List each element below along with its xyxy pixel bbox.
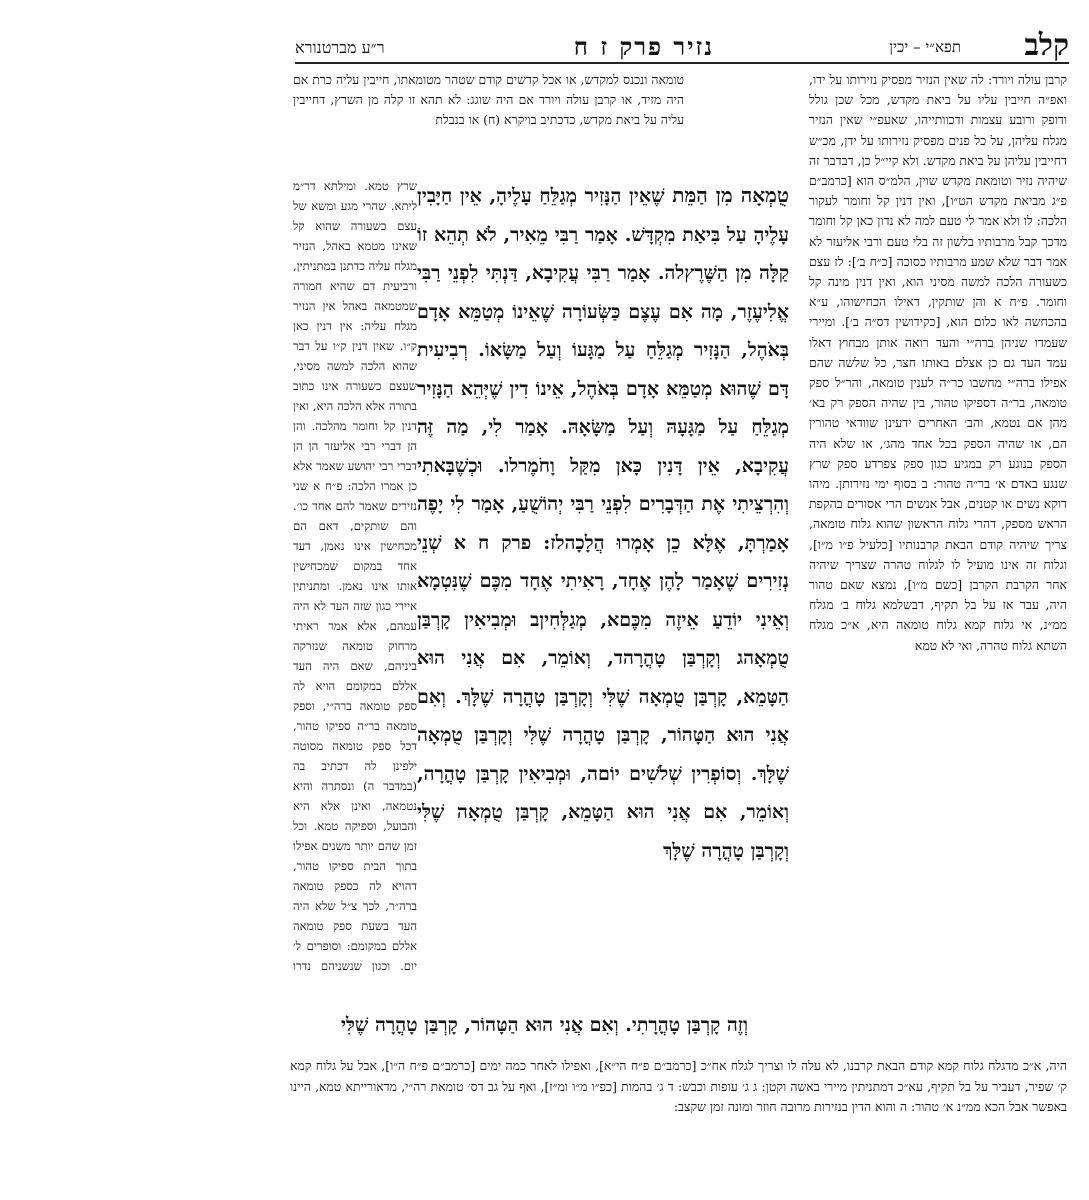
commentary-text: טומאה ונכנס למקדש, או אכל קדשים קודם שטהר מטומאתו, חייבין עליה כרת אם היה מזיד, או קרבן עולה ויורד אם היה שוגג: לא תהא זו קלה מן השרץ, דחייבין עליה על ביאת מקדש, כדכתיב בויקרא (ח) או בנבלת (293, 72, 684, 128)
bartenura-commentary (293, 176, 417, 976)
header-divider (295, 62, 1069, 64)
page-header (295, 28, 1069, 62)
mishnah-text-column (417, 176, 789, 1014)
tiferet-yisrael-commentary (809, 70, 1067, 905)
mishnah-lead-words: טֻמְאָה מִן הַמֵּת (672, 183, 789, 207)
bottom-commentary (290, 1056, 1067, 1166)
header-range: תפא״י – יכין (889, 38, 961, 56)
mishnah-final-line: וְזֶה קָרְבַּן טָהֳרָתִי. וְאִם אֲנִי הוּא הַטָּהוֹר, קָרְבַּן טָהֳרָה שֶׁלִּי (341, 1014, 748, 1036)
commentary-text: קרבן עולה ויורד: לה שאין הנזיר מפסיק נזירותו על ידו, ואפ״ה חייבין עליו על ביאת מקדש, מכל שכן גולל ודופק ורובע עצמות ודכוותייהו, שאעפ״י שאין הנזיר מגלח עליהן, על כל פנים מפסיק נזירותו על ידן, מכ״ש דחייבין עליהן על ביאת מקדש. ולא קיי״ל כן, דבדבר זה שיהיה נזיר וטומאת מקדש שוין, הלמ״ס הוא [כרמב״ם פ״ג מביאת מקדש הט״ו], ואין דנין קל וחומר לעקור הלכה: לו ולא אמר לי טעם למה לא נדון כאן קל וחומר מדכך קבל מרבותיו בלשון זה בלי טעם ורבי אליעזר לא אמר דבר שלא שמע מרבותיו כסוכה [כ״ח ב׳]: לז עצם כשעורה הלכה למשה מסיני הוא, ואין דנין מינה קל וחומר. פ״ח א והן שותקין, דאילו הכחישוהו, ע״א בהכחשה לאו כלום הוא, [כקידושין דס״ה ב׳]. ומיירי שעמדו שניהן ברה״י והעד רואה אותן מבחוץ דאלו עמד העד גם כן אצלם באותו חצר, כל שלשה שהם אפילו ברה״י מחשבו כר״ה לענין טומאה, והר״ל ספק טומאה, בר״ה דספיקו טהור, בין שהיה הספק רק בא׳ מהן אם נטמא, והב׳ האחרים ידעינן שוודאי טהורין הם, או שהיה הספק בכל אחד מהג׳, או שלא היה הספק בנוגע רק במגיע כגון ספק צפרדע ספק שרץ שנגע באדם א׳ בר״ה טהור: ב בסוף ימי נזירותן. מיהו דוקא נשים או קטנים, אבל אנשים הרי אסורים בהקפת הראש מספק, דהרי גלוח הראשון שהוא גלוח טומאה, צריך שיהיה קודם הבאת קרבנותיו [כלעיל פ״ו מ״ו], וגלוח זה אינו מועיל לו לגלוח טהרה שצריך שיהיה אחר הקרבת הקרבן [כשם מ״ו], נמצא שאם טהור היה, עבר אז על בל תקיף, דבשלמא גלוח ב׳ מגלח ממ״נ, אי גלוח קמא גלוח טומאה היא, א״כ מגלח השתא גלוח טהרה, ואי לא טמא (809, 72, 1067, 653)
commentary-name: ר״ע מברטנורא (295, 38, 385, 57)
commentary-text: שרץ טמא. ומילתא דר״מ ליתא. שהרי מגע ומשא של עצם כשעורה שהוא קל שאינו מטמא באהל, הנזיר מגלח עליה כדתנן במתניתין, ורביעית דם שהיא חמורה שמטמאה באהל אין הנזיר מגלח עליה: אין דנין כאן ק״ו. שאין דנין ק״ו על דבר שהוא הלכה למשה מסיני, שעצם כשעורה אינו כתוב בתורה אלא הלכה היא, ואין דנין קל וחומר מהלכה. והן הן דברי רבי אליעזר הן הן דברי רבי יהושע שאמר אלא כן אמרו הלכה: פ״ח א שני נזירים שאמר להם אחד כו׳. והם שותקים, דאם הם מכחישין אינו נאמן, דעד אחד במקום שמכחישין אותו אינו נאמן. ומתניתין איירי כגון שזה העד לא היה עמהם, אלא אמר ראיתי מרחוק טומאה שנזרקה ביניהם, שאם היה העד אללם במקומם הויא לה ספק טומאה ברה״י, וספק טומאה בר״ה ספיקו טהור, דכל ספק טומאה מסוטה ילפינן לה דכתיב בה (במדבר ה) ונסתרה והיא נטמאה, ואינן אלא היא והבועל, וספיקה טמא. וכל זמן שהם יותר משנים אפילו בתוך הבית ספיקו טהור, דהויא לה כספק טומאה ברה״ר, לכך צ״ל שלא היה העד בשעת ספק טומאה אללם במקומם: וסופרים ל׳ יום. וכגון שנשניהם נדרו (293, 179, 417, 973)
tractate-title: נזיר פרק ז ח (573, 32, 714, 61)
commentary-text: היה, א״כ מדגלח גלוח קמא קודם הבאת קרבנו, לא עלה לו וצריך לגלח אח״כ [כרמב״ם פ״ח הי״א], ואפילו לאחר כמה ימים [כרמב״ם פ״ח ה״ו], אבל על גלוח קמא ק׳ שפיר, דעביר על בל תקיף, עא״כ דמתניתין מיירי באשה וקטן: ג ג׳ עופות וכבש: ד ג׳ בהמות [כפ״ו מ״ו ומ״ז], ואף על גב דס׳ טומאת רה״י, מדאורייתא טמא, היינו באפשר אבל הכא ממ״נ א׳ טהור: ה והוא הדין בנזירות מרובה חוזר ומונה זמן שקצב: (290, 1058, 1067, 1114)
page-number: קלב (1024, 28, 1069, 63)
bartenura-commentary-top (293, 70, 684, 190)
mishnah-text: שֶׁאֵין הַנָּזִיר מְגַלֵּחַ עָלֶיהָ, אֵין חַיָּבִין עָלֶיהָ עַל בִּיאַת מִקְדָּשׁ. אָמַר רַבִּי מֵאִיר, לֹא תְהֵא זוֹ קַלָּה מִן הַשֶּׁרֶץלה. אָמַר רַבִּי עֲקִיבָא, דַּנְתִּי לִפְנֵי רַבִּי אֱלִיעֶזֶר, מָה אִם עֶצֶם כַּשְּׂעוֹרָה שֶׁאֵינוֹ מְטַמֵּא אָדָם בְּאֹהֶל, הַנָּזִיר מְגַלֵּחַ עַל מַגָּעוֹ וְעַל מַשָּׂאוֹ. רְבִיעִית דָּם שֶׁהוּא מְטַמֵּא אָדָם בְּאֹהֶל, אֵינוֹ דִין שֶׁיְּהֵא הַנָּזִיר מְגַלֵּחַ עַל מַגָּעָהּ וְעַל מַשָּׂאָהּ. אָמַר לִי, מַה זֶּה עֲקִיבָא, אֵין דָּנִין כָּאן מִקַּל וָחֹמֶרלו. וּכְשֶׁבָּאתִי וְהִרְצֵיתִי אֶת הַדְּבָרִים לִפְנֵי רַבִּי יְהוֹשֻׁעַ, אָמַר לִי יָפֶה אָמַרְתָּ, אֶלָּא כֵן אָמְרוּ הֲלָכָהלז: פרק ח א שְׁנֵי נְזִירִים שֶׁאָמַר לָהֶן אֶחָד, רָאִיתִי אֶחָד מִכֶּם שֶׁנִּטְמָא וְאֵינִי יוֹדֵעַ אֵיזֶה מִכֶּםא, מְגַלְּחִיןב וּמְבִיאִין קָרְבַּן טֻמְאָהג וְקָרְבַּן טָהֳרָהד, וְאוֹמֵר, אִם אֲנִי הוּא הַטָּמֵא, קָרְבַּן טֻמְאָה שֶׁלִּי וְקָרְבַּן טָהֳרָה שֶׁלָּךְ. וְאִם אֲנִי הוּא הַטָּהוֹר, קָרְבַּן טָהֳרָה שֶׁלִּי וְקָרְבַּן טֻמְאָה שֶׁלָּךְ. וְסוֹפְרִין שְׁלֹשִׁים יוֹםה, וּמְבִיאִין קָרְבַּן טָהֳרָה, וְאוֹמֵר, אִם אֲנִי הוּא הַטָּמֵא, קָרְבַּן טֻמְאָה שֶׁלִּי וְקָרְבַּן טָהֳרָה שֶׁלָּךְ (417, 185, 789, 862)
